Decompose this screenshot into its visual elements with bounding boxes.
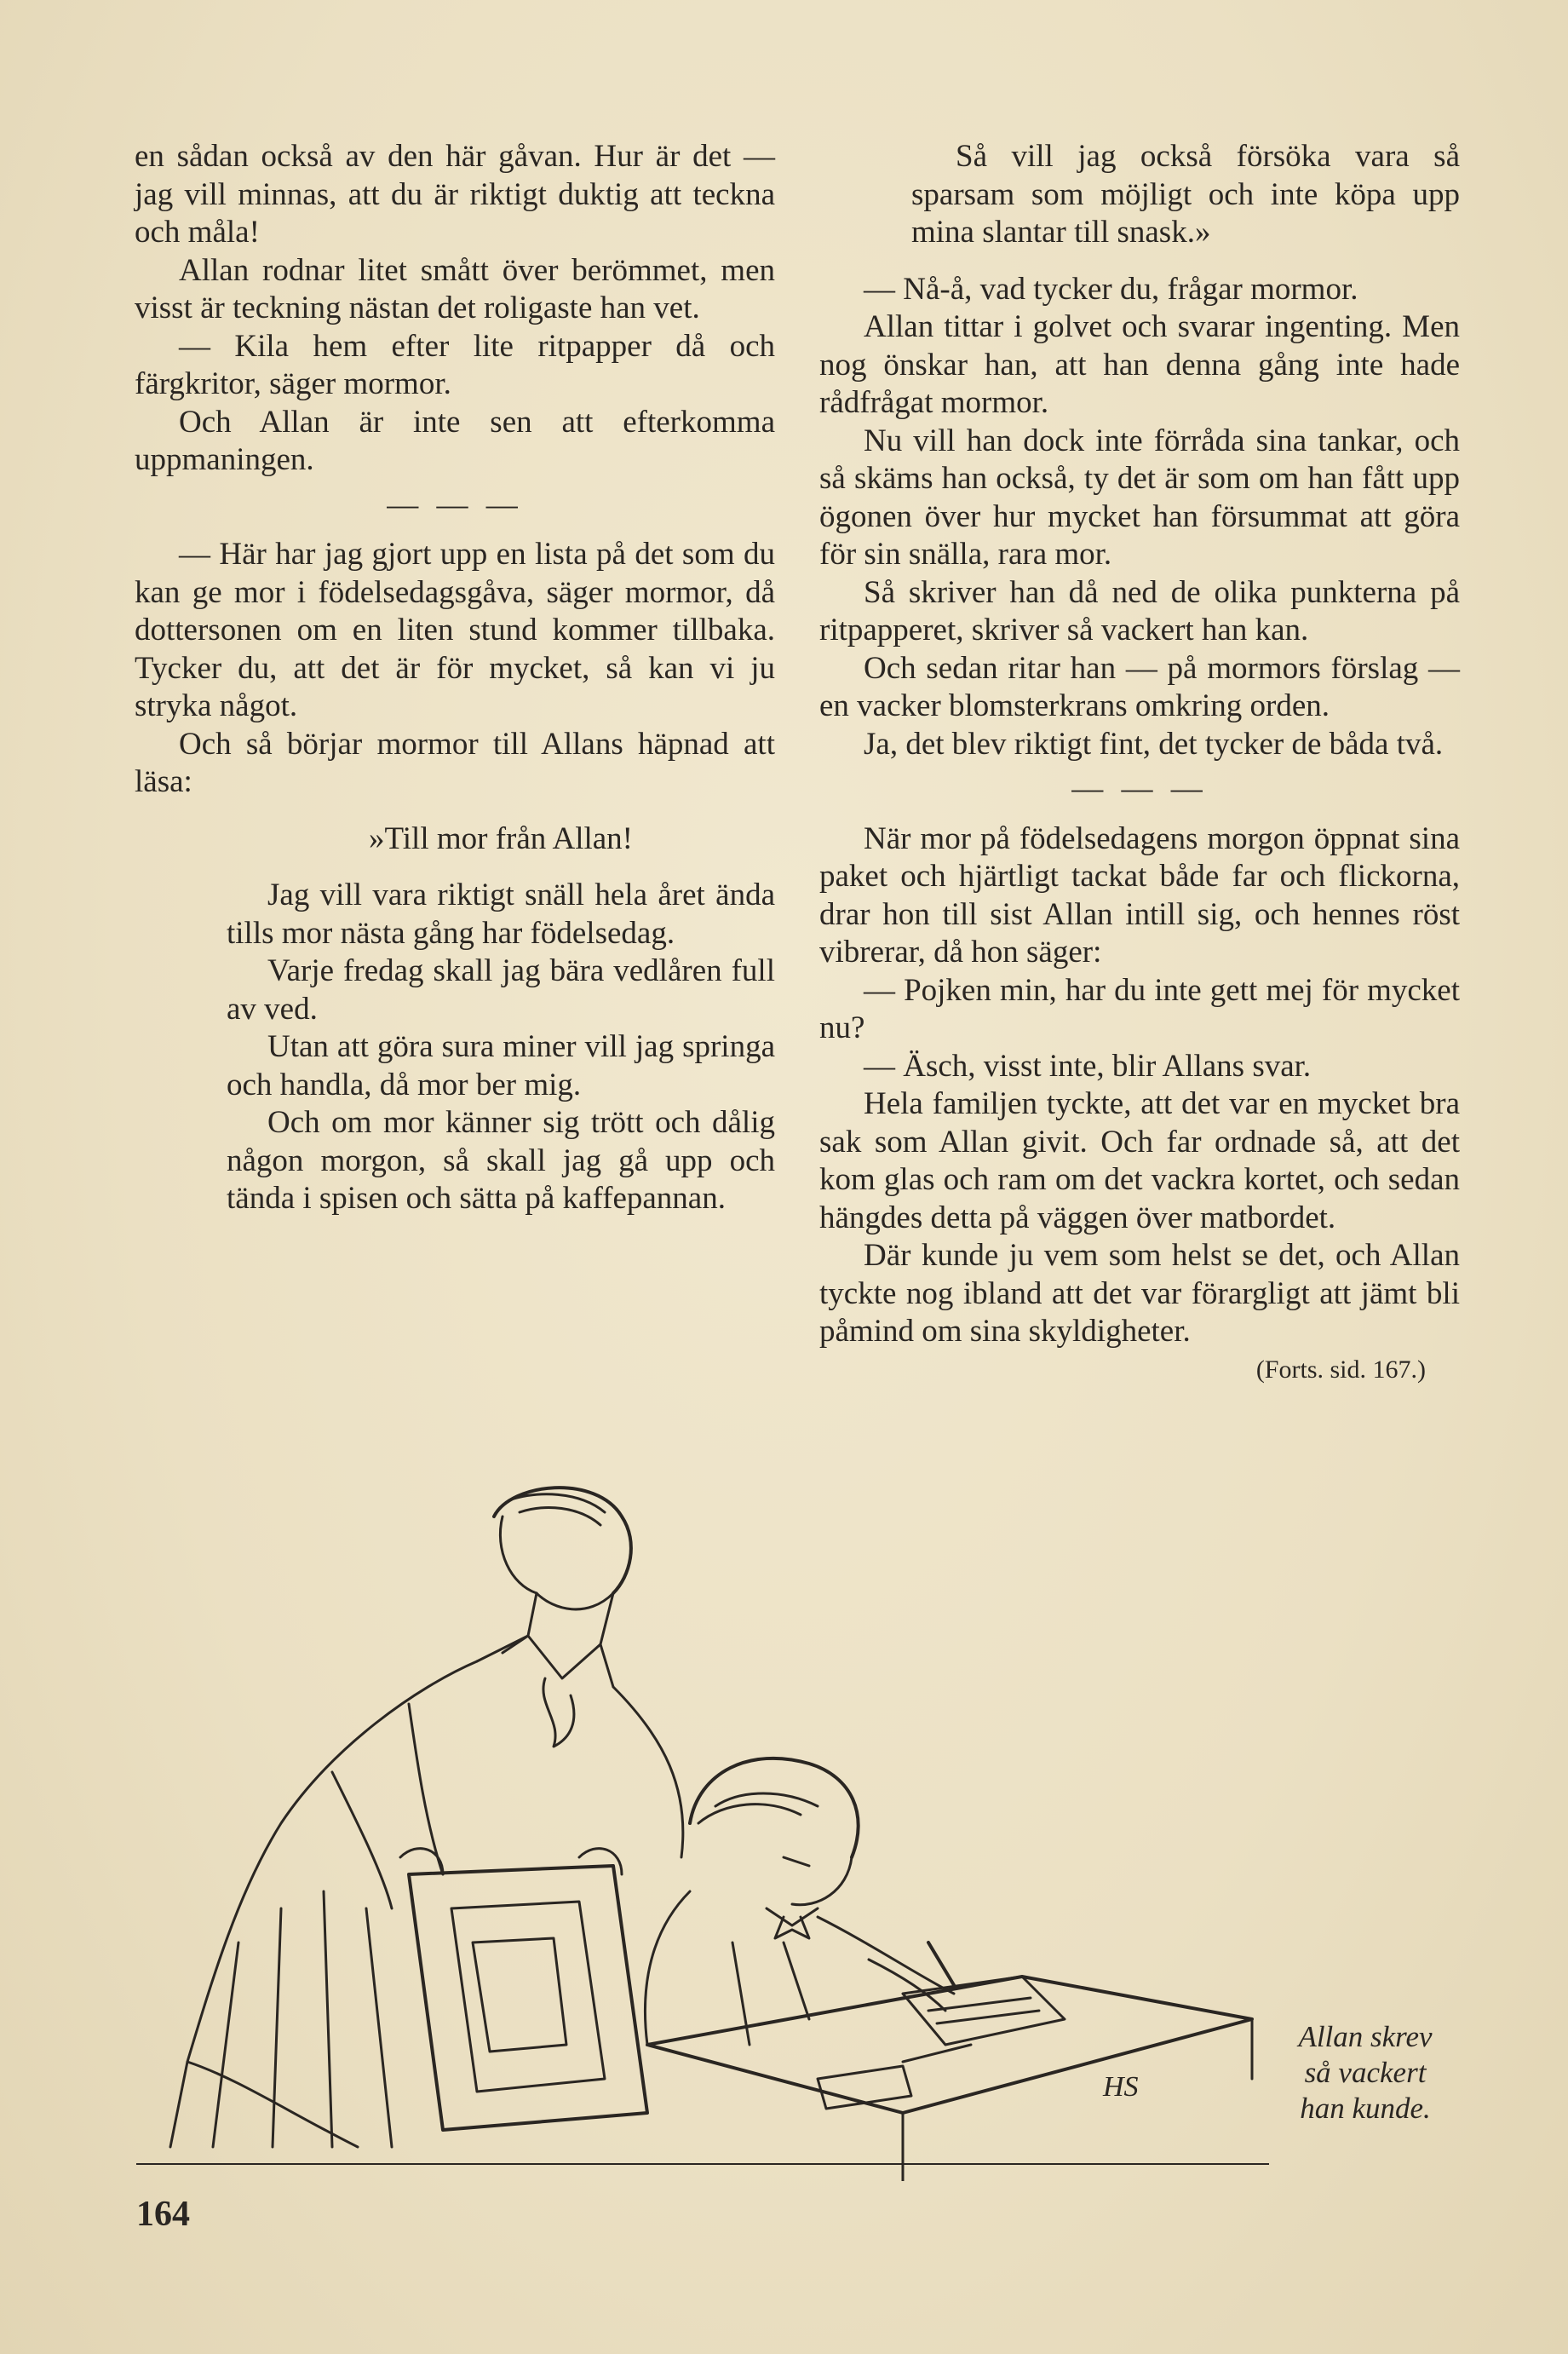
letter-paragraph: Jag vill vara riktigt snäll hela året ända tills mor nästa gång har födelsedag. (227, 878, 775, 951)
paragraph: Och Allan är inte sen att efterkomma uppmaningen. (135, 404, 775, 477)
caption-line: Allan skrev (1298, 2020, 1433, 2053)
letter-paragraph: Utan att göra sura miner vill jag springa och handla, då mor ber mig. (227, 1029, 775, 1102)
letter-paragraph: Och om mor känner sig trött och dålig någon morgon, så skall jag gå upp och tända i spisen och sätta på kaffepannan. (227, 1105, 775, 1216)
paragraph: — Nå-å, vad tycker du, frågar mormor. (864, 271, 1358, 307)
paragraph: — Kila hem efter lite ritpapper då och färgkritor, säger mormor. (135, 328, 775, 401)
right-column (819, 138, 1460, 1389)
letter-paragraph: Varje fredag skall jag bära vedlåren full av ved. (227, 953, 775, 1027)
paragraph: Ja, det blev riktigt fint, det tycker de båda två. (864, 726, 1444, 762)
illustrator-signature: HS (1103, 2071, 1139, 2103)
paragraph: Och så börjar mormor till Allans häpnad att läsa: (135, 726, 775, 799)
paragraph: en sådan också av den här gåvan. Hur är det — jag vill minnas, att du är riktigt duktig att teckna och måla! (135, 139, 775, 250)
caption-line: han kunde. (1300, 2092, 1431, 2125)
section-separator: — — — (387, 486, 523, 522)
paragraph: Så skriver han då ned de olika punkterna på ritpapperet, skriver så vackert han kan. (819, 574, 1460, 647)
mother-and-son-drawing-icon (136, 1465, 1269, 2181)
illustration-caption (1267, 2019, 1463, 2127)
letter-heading: »Till mor från Allan! (368, 820, 634, 856)
paragraph: — Äsch, visst inte, blir Allans svar. (864, 1048, 1312, 1084)
paragraph: Nu vill han dock inte förråda sina tankar, och så skäms han också, ty det är som om han fått upp ögonen över hur mycket han försummat att göra för sin snälla, rara mor. (819, 423, 1460, 572)
left-column (135, 138, 775, 1218)
section-separator: — — — (1071, 771, 1208, 806)
letter-continuation-block (911, 138, 1460, 252)
letter-continuation: Så vill jag också försöka vara så sparsam som möjligt och inte köpa upp mina slantar till snask.» (911, 139, 1460, 250)
paragraph: — Pojken min, har du inte gett mej för mycket nu? (819, 972, 1460, 1045)
paragraph: Allan rodnar litet smått över berömmet, men visst är teckning nästan det roligaste han vet. (135, 252, 775, 325)
paragraph: Och sedan ritar han — på mormors förslag — en vacker blomsterkrans omkring orden. (819, 650, 1460, 723)
paragraph: Allan tittar i golvet och svarar ingenting. Men nog önskar han, att han denna gång inte hade rådfrågat mormor. (819, 309, 1460, 420)
page-number: 164 (136, 2195, 190, 2234)
letter-block (227, 820, 775, 1218)
paragraph: — Här har jag gjort upp en lista på det som du kan ge mor i födelsedagsgåva, säger mormor, då dottersonen om en liten stund kommer tillbaka. Tycker du, att det är för mycket, så kan vi ju stryka något. (135, 537, 775, 723)
caption-line: så vackert (1304, 2056, 1427, 2089)
paragraph: Hela familjen tyckte, att det var en mycket bra sak som Allan givit. Och far ordnade så, att det kom glas och ram om det vackra kortet, och sedan hängdes detta på väggen över matbordet. (819, 1086, 1460, 1235)
paragraph: Där kunde ju vem som helst se det, och Allan tyckte nog ibland att det var förargligt att jämt bli påmind om sina skyldigheter. (819, 1238, 1460, 1349)
continuation-note: (Forts. sid. 167.) (1255, 1355, 1426, 1384)
paragraph: När mor på födelsedagens morgon öppnat sina paket och hjärtligt tackat både far och flickorna, drar hon till sist Allan intill sig, och hennes röst vibrerar, då hon säger: (819, 820, 1460, 970)
